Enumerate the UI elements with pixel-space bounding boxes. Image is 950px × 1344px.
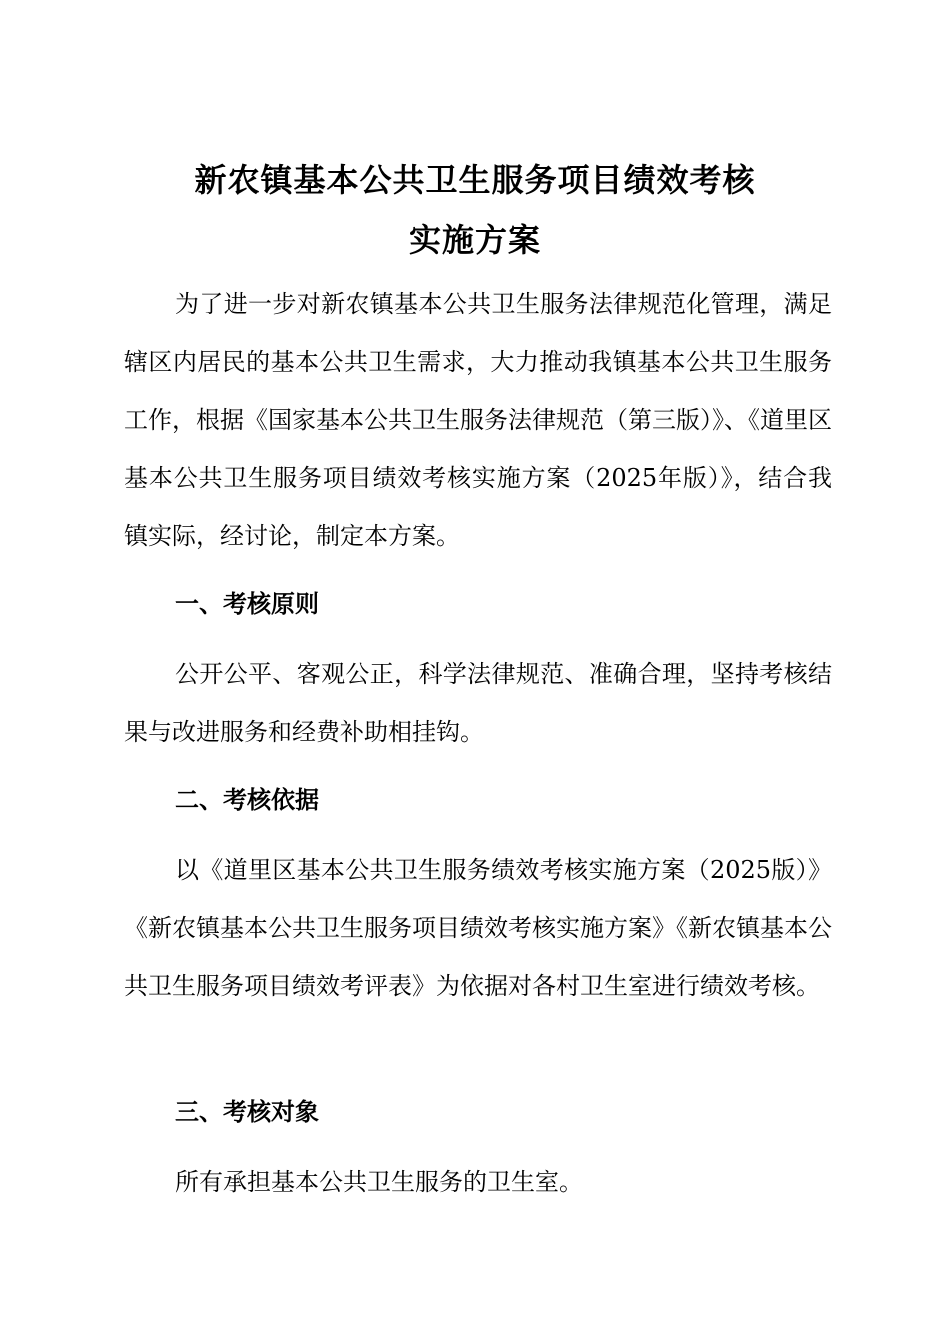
section-heading-basis: 二、考核依据 — [175, 786, 319, 814]
section-heading-target: 三、考核对象 — [175, 1098, 319, 1126]
title-line-1: 新农镇基本公共卫生服务项目绩效考核 — [194, 161, 756, 199]
section-heading-principles: 一、考核原则 — [175, 590, 319, 618]
document-title — [0, 150, 950, 270]
section-body-target: 所有承担基本公共卫生服务的卫生室。 — [175, 1168, 583, 1196]
section-body-principles: 公开公平、客观公正，科学法律规范、准确合理，坚持考核结果与改进服务和经费补助相挂钩。 — [124, 660, 832, 746]
intro-paragraph: 为了进一步对新农镇基本公共卫生服务法律规范化管理，满足辖区内居民的基本公共卫生需求，大力推动我镇基本公共卫生服务工作，根据《国家基本公共卫生服务法律规范（第三版）》、《道里区基本公共卫生服务项目绩效考核实施方案（2025年版）》，结合我镇实际，经讨论，制定本方案。 — [124, 290, 832, 550]
section-body-basis: 以《道里区基本公共卫生服务绩效考核实施方案（2025版）》《新农镇基本公共卫生服务项目绩效考核实施方案》《新农镇基本公共卫生服务项目绩效考评表》为依据对各村卫生室进行绩效考核。 — [124, 856, 832, 1000]
title-line-2: 实施方案 — [408, 221, 541, 259]
